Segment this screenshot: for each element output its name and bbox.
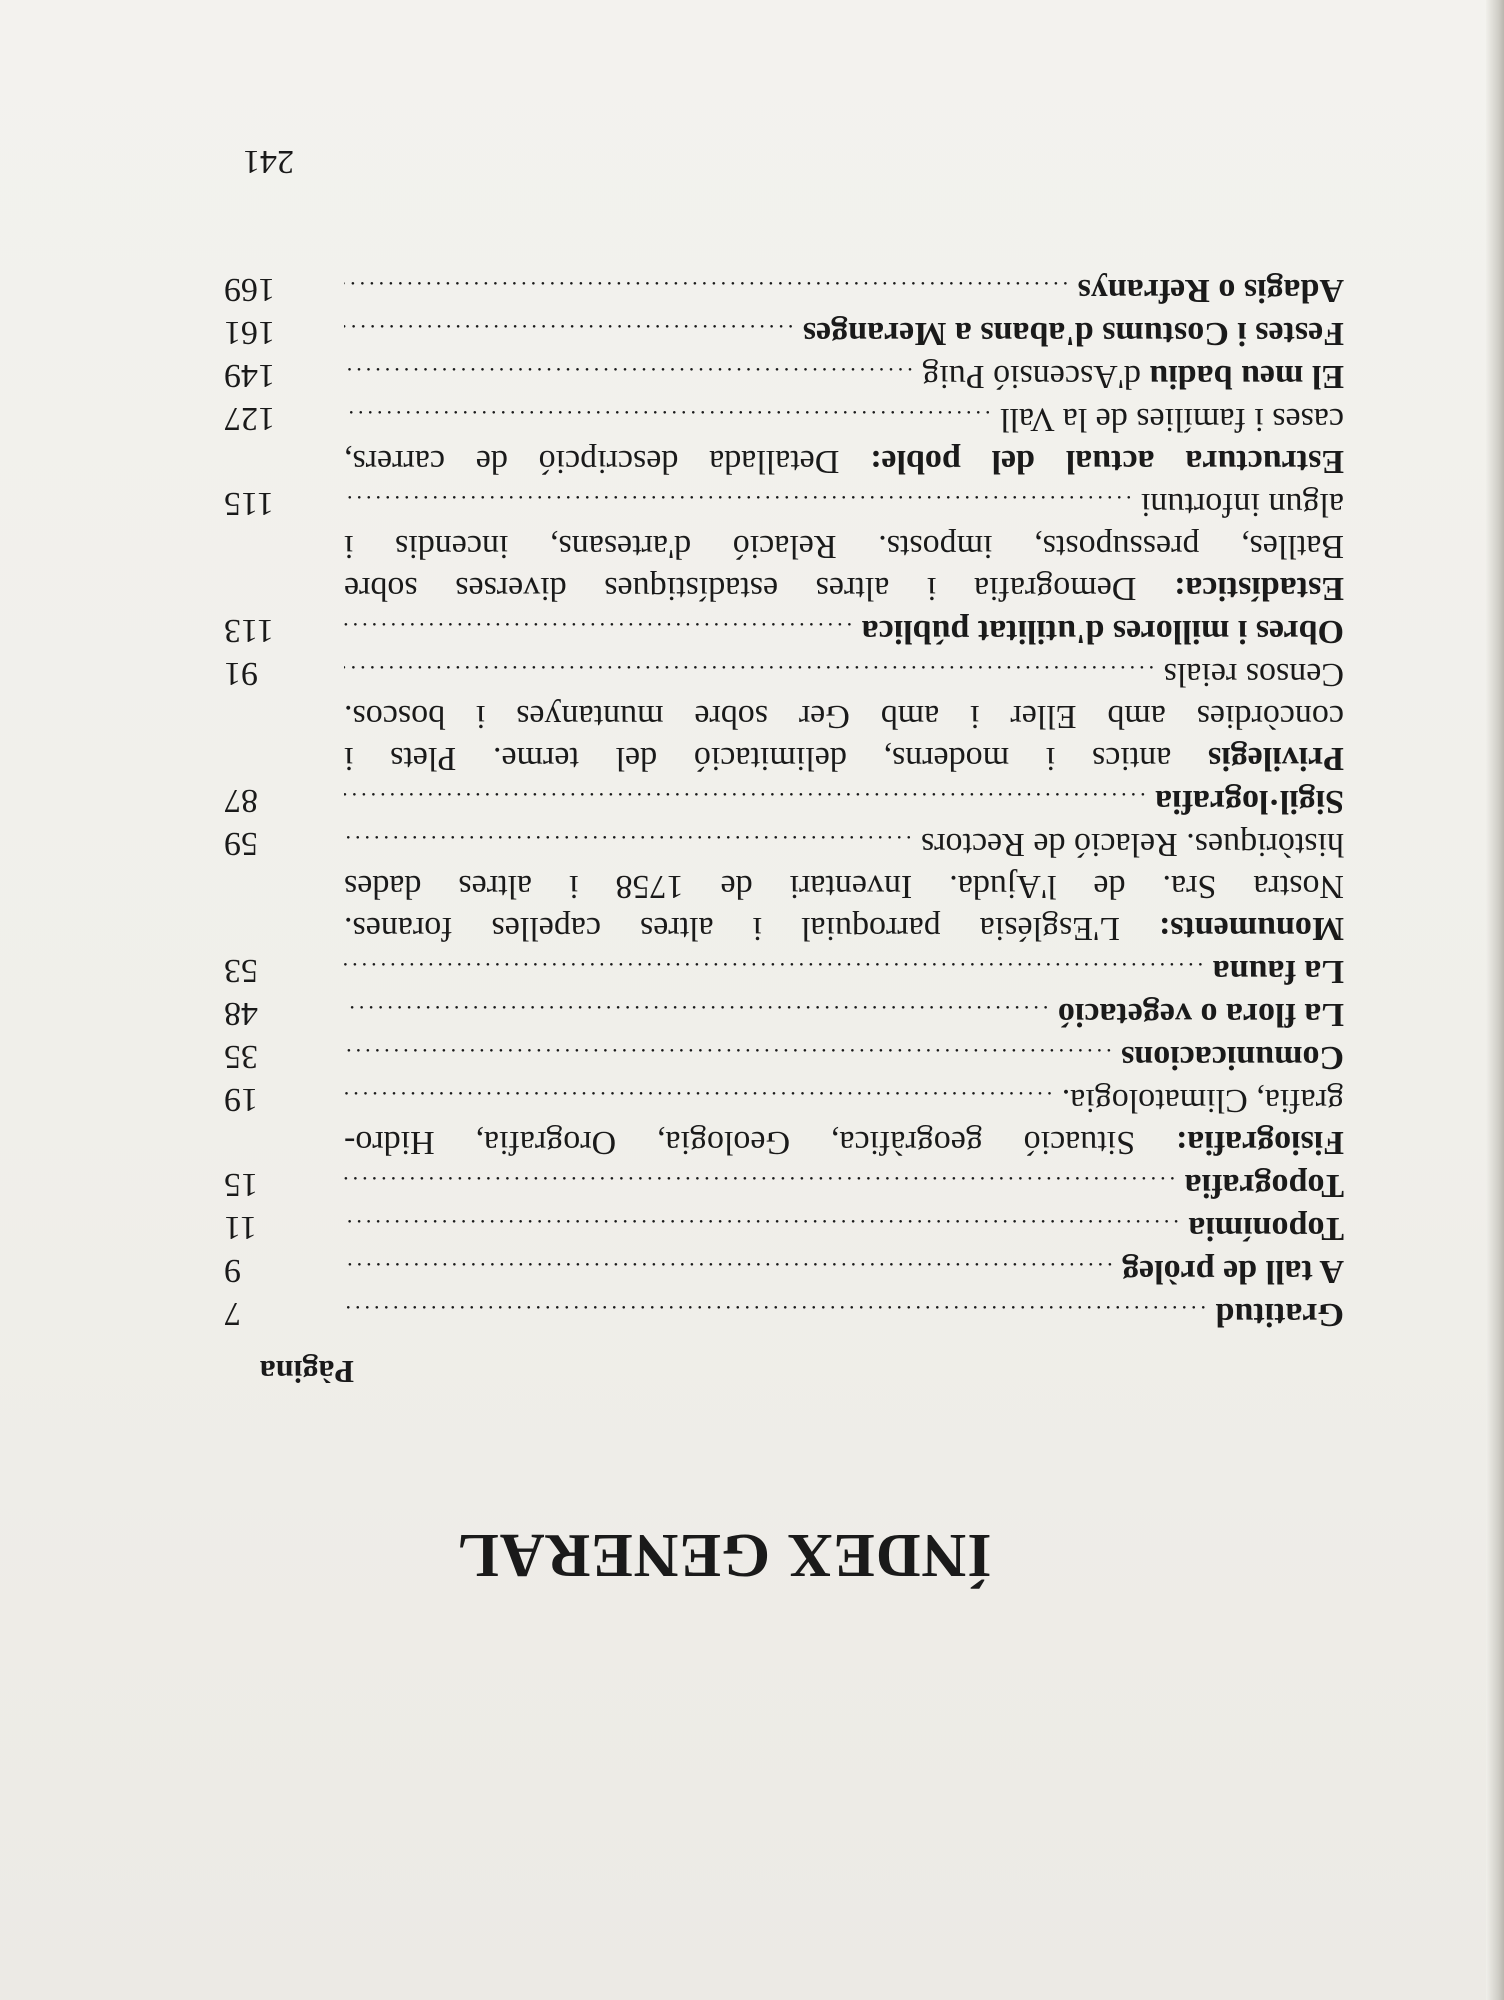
toc-entry-page: 169 [224,271,275,308]
toc-entry-page: 7 [224,1295,241,1332]
toc-entry [224,992,1344,1035]
toc-entry-description-end: cases i famílies de la Vall ..... [344,397,1344,440]
toc-entry-title: Toponímia [1188,1210,1344,1247]
toc-entry-title: Estadística: [1174,570,1344,607]
toc-entry-title: Privilegis [1208,740,1344,777]
toc-entry [224,482,1344,609]
toc-entry-page: 11 [224,1209,257,1246]
toc-entry-page: 15 [224,1166,258,1203]
toc-entry-title: A tall de pròleg [1122,1253,1344,1290]
table-of-contents [224,268,1344,1335]
toc-entry-title: Fisiografia: [1175,1124,1344,1161]
page-number: 241 [243,143,294,180]
toc-entry-page: 115 [224,485,274,522]
toc-entry-description-end: grafia, Climatologia. ..... [344,1078,1344,1121]
toc-entry-page: 127 [224,400,275,437]
toc-entry [224,397,1344,482]
toc-entry-title: Gratitud [1215,1296,1344,1333]
page-edge-shadow [1486,0,1504,2000]
toc-entry-title: Comunicacions [1121,1039,1344,1076]
toc-entry [224,354,1344,397]
toc-entry-description: Batlles, pressuposts, imposts. Relació d'artesans, incendis i [344,528,1344,565]
toc-entry-description-end: Censos reials ..... [344,652,1344,695]
toc-entry-page: 53 [224,952,258,989]
page-column-header: Pàgina [259,1354,354,1390]
toc-entry [224,1078,1344,1163]
toc-entry-title: Topografia [1184,1167,1344,1204]
toc-entry-description: Nostra Sra. de l'Ajuda. Inventari de 1758 i altres dades [344,868,1344,905]
toc-entry-page: 161 [224,314,275,351]
toc-entry-title: Festes i Costums d'abans a Meranges [802,315,1344,352]
toc-entry-page: 35 [224,1038,258,1075]
toc-entry-title: Sigil·lografia [1155,783,1344,820]
toc-entry-title: La fauna [1212,953,1344,990]
toc-entry-page: 87 [224,782,258,819]
toc-entry [224,779,1344,822]
toc-entry-page: 59 [224,825,258,862]
toc-entry-page: 113 [224,612,274,649]
toc-entry-description: Demografia i altres estadístiques diverses sobre [344,570,1137,607]
toc-entry-description: concòrdies amb Eller i amb Ger sobre muntanyes i boscos. [344,698,1344,735]
toc-entry-title: Monuments: [1158,910,1344,947]
toc-entry-page: 48 [224,995,258,1032]
toc-entry-page: 91 [224,655,258,692]
toc-entry-description: Detallada descripció de carrers, [344,443,840,480]
toc-entry [224,311,1344,354]
toc-entry-title: Obres i millores d'utilitat pública [861,613,1344,650]
toc-entry [224,652,1344,779]
toc-entry-title: Estructura actual del poble: [870,443,1344,480]
toc-entry-description-end: algun infortuni ..... [344,482,1344,525]
toc-entry-description: antics i moderns, delimitació del terme. Plets i [343,740,1172,777]
toc-entry [224,822,1344,949]
toc-entry-title: Adagis o Refranys [1077,272,1344,309]
toc-entry [224,1249,1344,1292]
toc-entry-page: 19 [224,1081,258,1118]
toc-entry [224,609,1344,652]
toc-entry-title: La flora o vegetació [1057,996,1344,1033]
toc-entry [224,1292,1344,1335]
toc-entry-page: 9 [224,1252,241,1289]
toc-entry [224,1163,1344,1206]
toc-entry-description: Situació geogràfica, Geologia, Orografia, Hidro- [344,1124,1136,1161]
toc-entry [224,1206,1344,1249]
toc-entry [224,1035,1344,1078]
toc-entry-description-end: històriques. Relació de Rectors ..... [344,822,1344,865]
toc-entry-title: El meu badiu [1149,358,1344,395]
toc-entry-page: 149 [224,357,275,394]
toc-entry [224,949,1344,992]
index-title: ÍNDEX GENERAL [456,1521,992,1589]
toc-entry [224,268,1344,311]
toc-entry-description: d'Ascensió Puig [922,358,1141,395]
toc-entry-description: L'Església parroquial i altres capelles foranes. [343,910,1120,947]
